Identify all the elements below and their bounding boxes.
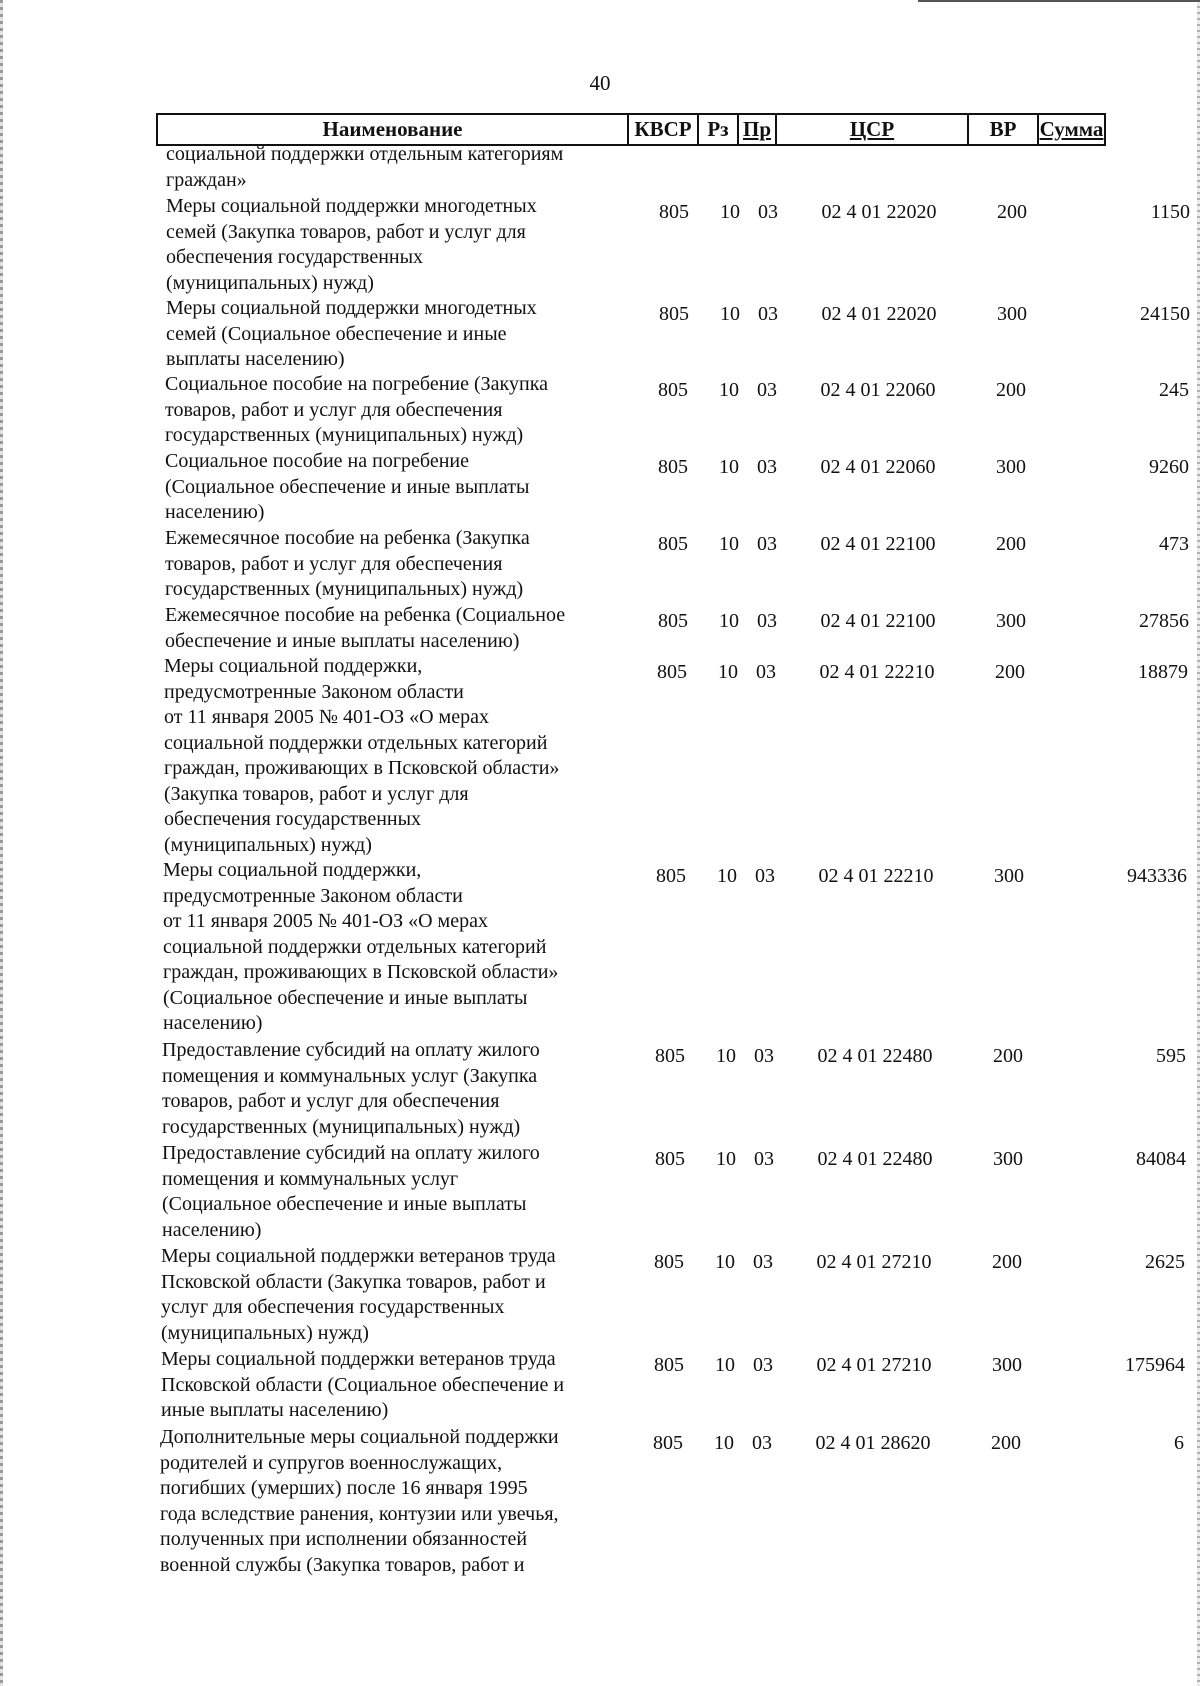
row-name: Меры социальной поддержки ветеранов труда Псковской области (Закупка товаров, работ и услуг для обеспечения государственных (муниципальных) нужд) [161, 1245, 556, 1344]
row-sum: 24150 [1140, 303, 1190, 325]
row-vr: 200 [996, 533, 1026, 555]
row-csr: 02 4 01 22020 [821, 303, 937, 325]
header-csr: ЦСР [777, 115, 969, 144]
row-vr: 200 [995, 661, 1025, 683]
row-vr: 200 [992, 1251, 1022, 1273]
row-rz: 10 [716, 1148, 736, 1170]
row-csr: 02 4 01 27210 [816, 1251, 932, 1273]
row-kvsr: 805 [657, 661, 687, 683]
header-sum: Сумма [1039, 117, 1104, 141]
row-vr: 300 [993, 1148, 1023, 1170]
page-number: 40 [589, 71, 611, 95]
row-sum: 2625 [1145, 1251, 1185, 1273]
row-kvsr: 805 [656, 865, 686, 887]
row-kvsr: 805 [653, 1432, 683, 1454]
row-name: Меры социальной поддержки, предусмотренные Законом области от 11 января 2005 № 401-ОЗ «О мерах социальной поддержки отдельных категорий граждан, проживающих в Псковской области» (Социальное обеспечение и иные выплаты населению) [163, 859, 559, 1034]
row-rz: 10 [715, 1251, 735, 1273]
continuation-text: социальной поддержки отдельным категориям граждан» [166, 143, 564, 191]
row-name: Меры социальной поддержки ветеранов труда Псковской области (Социальное обеспечение и иные выплаты населению) [161, 1348, 565, 1421]
row-sum: 27856 [1139, 610, 1189, 632]
row-csr: 02 4 01 22480 [817, 1148, 933, 1170]
row-sum: 595 [1156, 1045, 1186, 1067]
row-name: Предоставление субсидий на оплату жилого помещения и коммунальных услуг (Социальное обеспечение и иные выплаты населению) [162, 1142, 540, 1241]
row-name: Меры социальной поддержки многодетных семей (Закупка товаров, работ и услуг для обеспечения государственных (муниципальных) нужд) [166, 195, 537, 294]
row-csr: 02 4 01 28620 [815, 1432, 931, 1454]
row-name: Ежемесячное пособие на ребенка (Закупка товаров, работ и услуг для обеспечения государственных (муниципальных) нужд) [165, 527, 530, 600]
row-name: Социальное пособие на погребение (Закупка товаров, работ и услуг для обеспечения государственных (муниципальных) нужд) [165, 373, 548, 446]
row-name: Дополнительные меры социальной поддержки родителей и супругов военнослужащих, погибших (умерших) после 16 января 1995 года вследствие ранения, контузии или увечья, полученных при исполнении обязанностей военной службы (Закупка товаров, работ и [160, 1426, 559, 1576]
row-csr: 02 4 01 22020 [821, 201, 937, 223]
row-csr: 02 4 01 22100 [820, 533, 936, 555]
row-kvsr: 805 [655, 1148, 685, 1170]
row-sum: 18879 [1138, 661, 1188, 683]
row-pr: 03 [753, 1251, 773, 1273]
row-csr: 02 4 01 22480 [817, 1045, 933, 1067]
row-kvsr: 805 [658, 456, 688, 478]
row-rz: 10 [719, 379, 739, 401]
row-pr: 03 [752, 1432, 772, 1454]
row-rz: 10 [719, 610, 739, 632]
row-vr: 200 [991, 1432, 1021, 1454]
row-rz: 10 [720, 303, 740, 325]
row-pr: 03 [757, 379, 777, 401]
scan-edge-left [0, 0, 3, 1686]
row-csr: 02 4 01 22210 [819, 661, 935, 683]
row-sum: 9260 [1149, 456, 1189, 478]
row-kvsr: 805 [658, 610, 688, 632]
row-kvsr: 805 [654, 1251, 684, 1273]
row-sum: 84084 [1136, 1148, 1186, 1170]
row-sum: 6 [1174, 1432, 1184, 1454]
row-sum: 1150 [1150, 201, 1190, 223]
header-kvsr: КВСР [629, 115, 699, 144]
row-kvsr: 805 [659, 303, 689, 325]
row-name: Социальное пособие на погребение (Социальное обеспечение и иные выплаты населению) [165, 450, 530, 523]
row-csr: 02 4 01 22100 [820, 610, 936, 632]
row-rz: 10 [718, 661, 738, 683]
row-vr: 300 [992, 1354, 1022, 1376]
row-pr: 03 [754, 1045, 774, 1067]
row-pr: 03 [757, 456, 777, 478]
row-kvsr: 805 [654, 1354, 684, 1376]
row-vr: 200 [996, 379, 1026, 401]
row-pr: 03 [753, 1354, 773, 1376]
row-rz: 10 [716, 1045, 736, 1067]
row-name: Ежемесячное пособие на ребенка (Социальное обеспечение и иные выплаты населению) [165, 604, 566, 652]
row-rz: 10 [719, 533, 739, 555]
row-pr: 03 [754, 1148, 774, 1170]
row-vr: 300 [997, 303, 1027, 325]
row-kvsr: 805 [655, 1045, 685, 1067]
row-sum: 943336 [1127, 865, 1187, 887]
row-sum: 175964 [1125, 1354, 1185, 1376]
row-rz: 10 [717, 865, 737, 887]
header-rz: Рз [699, 115, 739, 144]
row-pr: 03 [758, 201, 778, 223]
row-pr: 03 [758, 303, 778, 325]
row-vr: 300 [996, 456, 1026, 478]
row-vr: 200 [997, 201, 1027, 223]
row-csr: 02 4 01 22060 [820, 456, 936, 478]
row-rz: 10 [715, 1354, 735, 1376]
row-sum: 245 [1159, 379, 1189, 401]
row-kvsr: 805 [658, 379, 688, 401]
row-sum: 473 [1159, 533, 1189, 555]
row-pr: 03 [757, 610, 777, 632]
header-vr: ВР [969, 115, 1039, 144]
row-name: Меры социальной поддержки многодетных семей (Социальное обеспечение и иные выплаты населению) [166, 297, 537, 370]
row-rz: 10 [719, 456, 739, 478]
row-pr: 03 [755, 865, 775, 887]
header-name: Наименование [158, 115, 629, 144]
row-name: Меры социальной поддержки, предусмотренные Законом области от 11 января 2005 № 401-ОЗ «О мерах социальной поддержки отдельных категорий граждан, проживающих в Псковской области» (Закупка товаров, работ и услуг для обеспечения государственных (муниципальных) нужд) [164, 655, 560, 856]
row-csr: 02 4 01 22060 [820, 379, 936, 401]
row-rz: 10 [720, 201, 740, 223]
row-csr: 02 4 01 27210 [816, 1354, 932, 1376]
row-name: Предоставление субсидий на оплату жилого помещения и коммунальных услуг (Закупка товаров, работ и услуг для обеспечения государственных (муниципальных) нужд) [162, 1039, 540, 1138]
row-rz: 10 [714, 1432, 734, 1454]
row-csr: 02 4 01 22210 [818, 865, 934, 887]
row-vr: 300 [996, 610, 1026, 632]
scan-line-top [918, 0, 1200, 2]
row-pr: 03 [756, 661, 776, 683]
row-kvsr: 805 [658, 533, 688, 555]
header-pr: Пр [739, 115, 777, 144]
row-kvsr: 805 [659, 201, 689, 223]
row-vr: 300 [994, 865, 1024, 887]
row-pr: 03 [757, 533, 777, 555]
row-vr: 200 [993, 1045, 1023, 1067]
